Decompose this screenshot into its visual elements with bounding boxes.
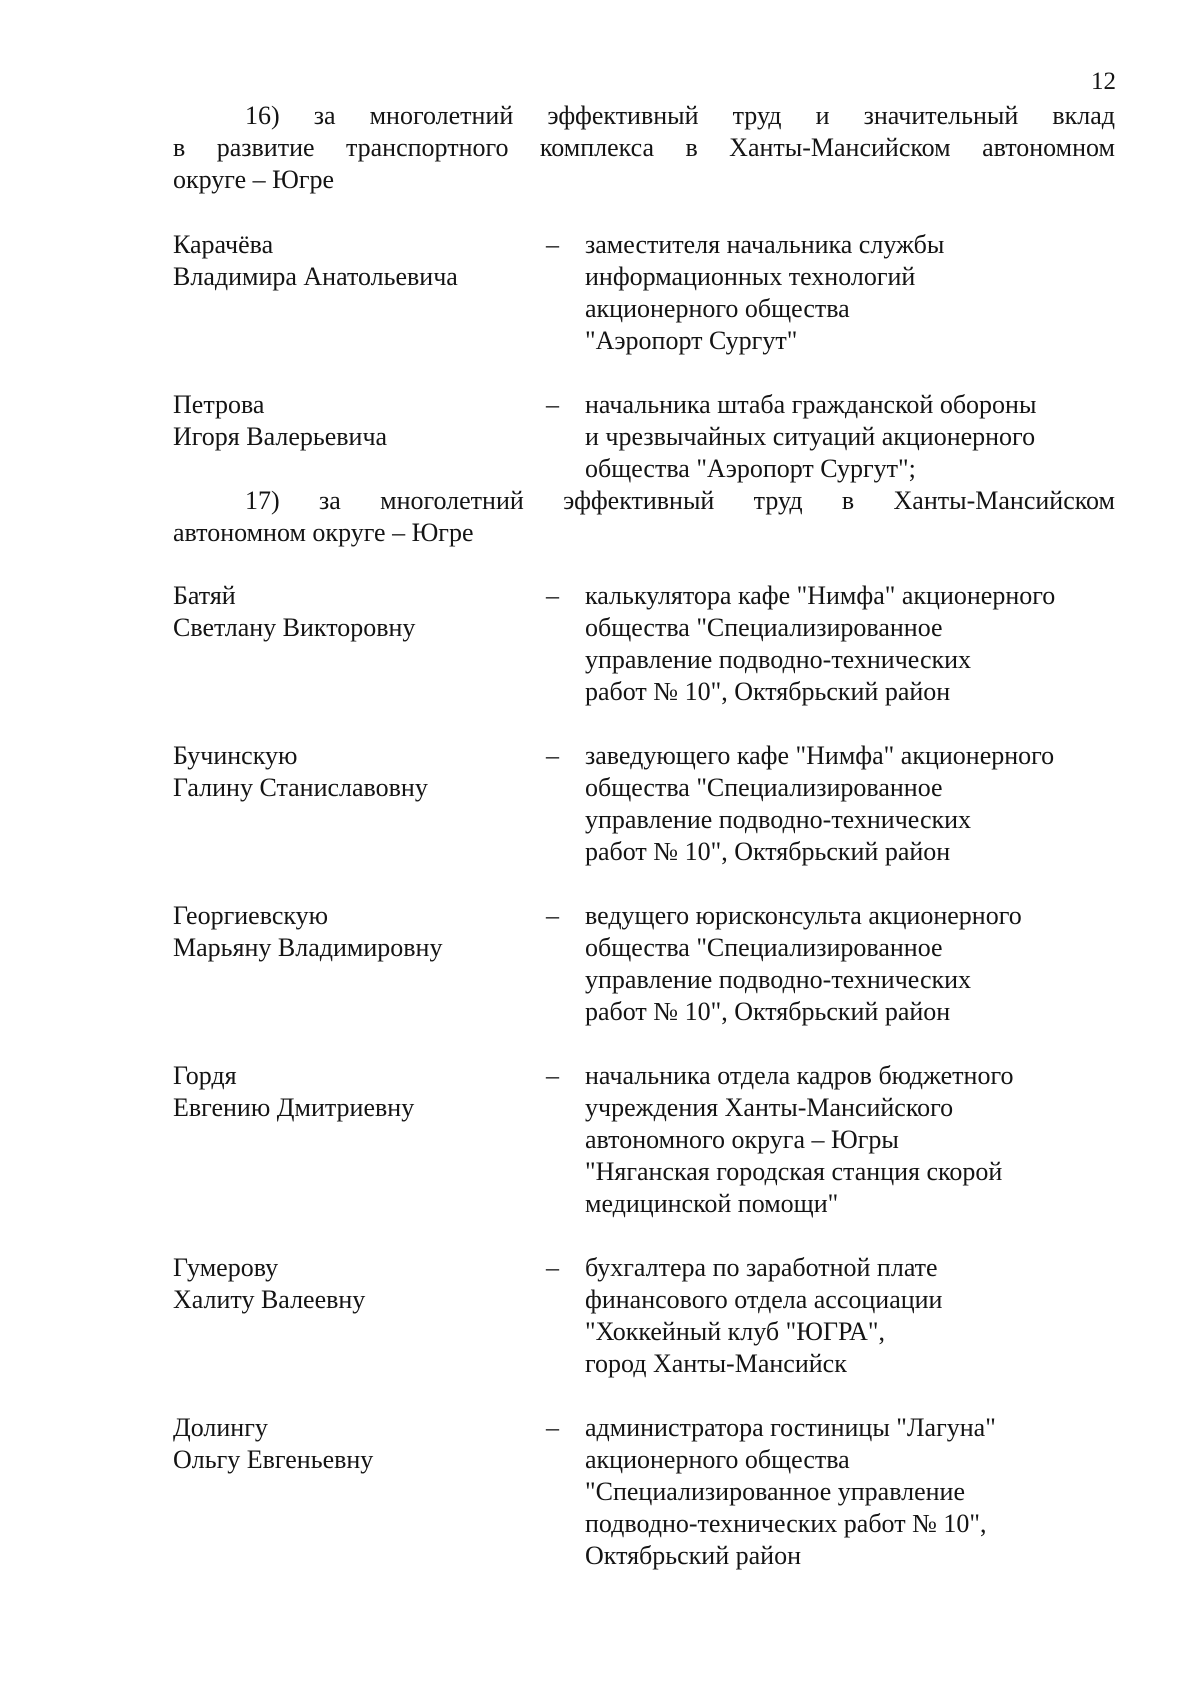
description-line: начальника штаба гражданской обороны: [585, 390, 1037, 419]
description-line: "Няганская городская станция скорой: [585, 1157, 1003, 1186]
page-number: 12: [1091, 68, 1116, 95]
dash-separator: –: [546, 741, 559, 770]
position-description: [585, 1060, 1125, 1220]
person-name: [173, 389, 533, 453]
description-line: общества "Аэропорт Сургут";: [585, 454, 916, 483]
description-line: управление подводно-технических: [585, 805, 972, 834]
dash-separator: –: [546, 901, 559, 930]
position-description: [585, 1412, 1125, 1572]
dash-separator: –: [546, 581, 559, 610]
surname: Георгиевскую: [173, 901, 329, 930]
given-name: Владимира Анатольевича: [173, 262, 458, 291]
description-line: медицинской помощи": [585, 1189, 839, 1218]
dash-separator: –: [546, 1253, 559, 1282]
dash-separator: –: [546, 1413, 559, 1442]
description-line: акционерного общества: [585, 1445, 850, 1474]
description-line: ведущего юрисконсульта акционерного: [585, 901, 1022, 930]
position-description: [585, 1252, 1125, 1380]
description-line: "Хоккейный клуб "ЮГРА",: [585, 1317, 886, 1346]
description-line: "Аэропорт Сургут": [585, 326, 798, 355]
description-line: работ № 10", Октябрьский район: [585, 837, 951, 866]
position-description: [585, 900, 1125, 1028]
section-17-line-1: 17) за многолетний эффективный труд в Ханты-Мансийском: [245, 486, 1115, 515]
person-name: [173, 580, 533, 644]
position-description: [585, 740, 1125, 868]
description-line: Октябрьский район: [585, 1541, 801, 1570]
given-name: Игоря Валерьевича: [173, 422, 388, 451]
surname: Гордя: [173, 1061, 237, 1090]
given-name: Халиту Валеевну: [173, 1285, 366, 1314]
description-line: заместителя начальника службы: [585, 230, 945, 259]
surname: Петрова: [173, 390, 265, 419]
section-17-line-2: автономном округе – Югре: [173, 518, 474, 547]
position-description: [585, 580, 1125, 708]
surname: Карачёва: [173, 230, 274, 259]
description-line: управление подводно-технических: [585, 965, 972, 994]
description-line: управление подводно-технических: [585, 645, 972, 674]
surname: Бучинскую: [173, 741, 298, 770]
description-line: подводно-технических работ № 10",: [585, 1509, 987, 1538]
person-name: [173, 1412, 533, 1476]
given-name: Евгению Дмитриевну: [173, 1093, 415, 1122]
description-line: калькулятора кафе "Нимфа" акционерного: [585, 581, 1056, 610]
section-16-line-1: 16) за многолетний эффективный труд и значительный вклад: [245, 101, 1115, 130]
section-16-line-2: в развитие транспортного комплекса в Ханты-Мансийском автономном: [173, 133, 1115, 162]
person-name: [173, 740, 533, 804]
description-line: акционерного общества: [585, 294, 850, 323]
surname: Гумерову: [173, 1253, 279, 1282]
section-17-paragraph: [173, 485, 1115, 549]
description-line: финансового отдела ассоциации: [585, 1285, 943, 1314]
person-name: [173, 229, 533, 293]
surname: Батяй: [173, 581, 236, 610]
dash-separator: –: [546, 1061, 559, 1090]
surname: Долингу: [173, 1413, 268, 1442]
person-name: [173, 900, 533, 964]
description-line: город Ханты-Мансийск: [585, 1349, 847, 1378]
description-line: начальника отдела кадров бюджетного: [585, 1061, 1014, 1090]
dash-separator: –: [546, 390, 559, 419]
given-name: Светлану Викторовну: [173, 613, 416, 642]
description-line: бухгалтера по заработной плате: [585, 1253, 938, 1282]
given-name: Ольгу Евгеньевну: [173, 1445, 374, 1474]
dash-separator: –: [546, 230, 559, 259]
given-name: Марьяну Владимировну: [173, 933, 443, 962]
description-line: работ № 10", Октябрьский район: [585, 997, 951, 1026]
section-16-line-3: округе – Югре: [173, 165, 335, 194]
description-line: общества "Специализированное: [585, 933, 943, 962]
description-line: "Специализированное управление: [585, 1477, 966, 1506]
section-16-paragraph: [173, 100, 1115, 196]
description-line: автономного округа – Югры: [585, 1125, 899, 1154]
person-name: [173, 1060, 533, 1124]
description-line: работ № 10", Октябрьский район: [585, 677, 951, 706]
description-line: общества "Специализированное: [585, 773, 943, 802]
description-line: администратора гостиницы "Лагуна": [585, 1413, 996, 1442]
description-line: информационных технологий: [585, 262, 916, 291]
description-line: и чрезвычайных ситуаций акционерного: [585, 422, 1036, 451]
description-line: общества "Специализированное: [585, 613, 943, 642]
position-description: [585, 229, 1125, 357]
position-description: [585, 389, 1125, 485]
description-line: заведующего кафе "Нимфа" акционерного: [585, 741, 1055, 770]
given-name: Галину Станиславовну: [173, 773, 428, 802]
description-line: учреждения Ханты-Мансийского: [585, 1093, 954, 1122]
person-name: [173, 1252, 533, 1316]
